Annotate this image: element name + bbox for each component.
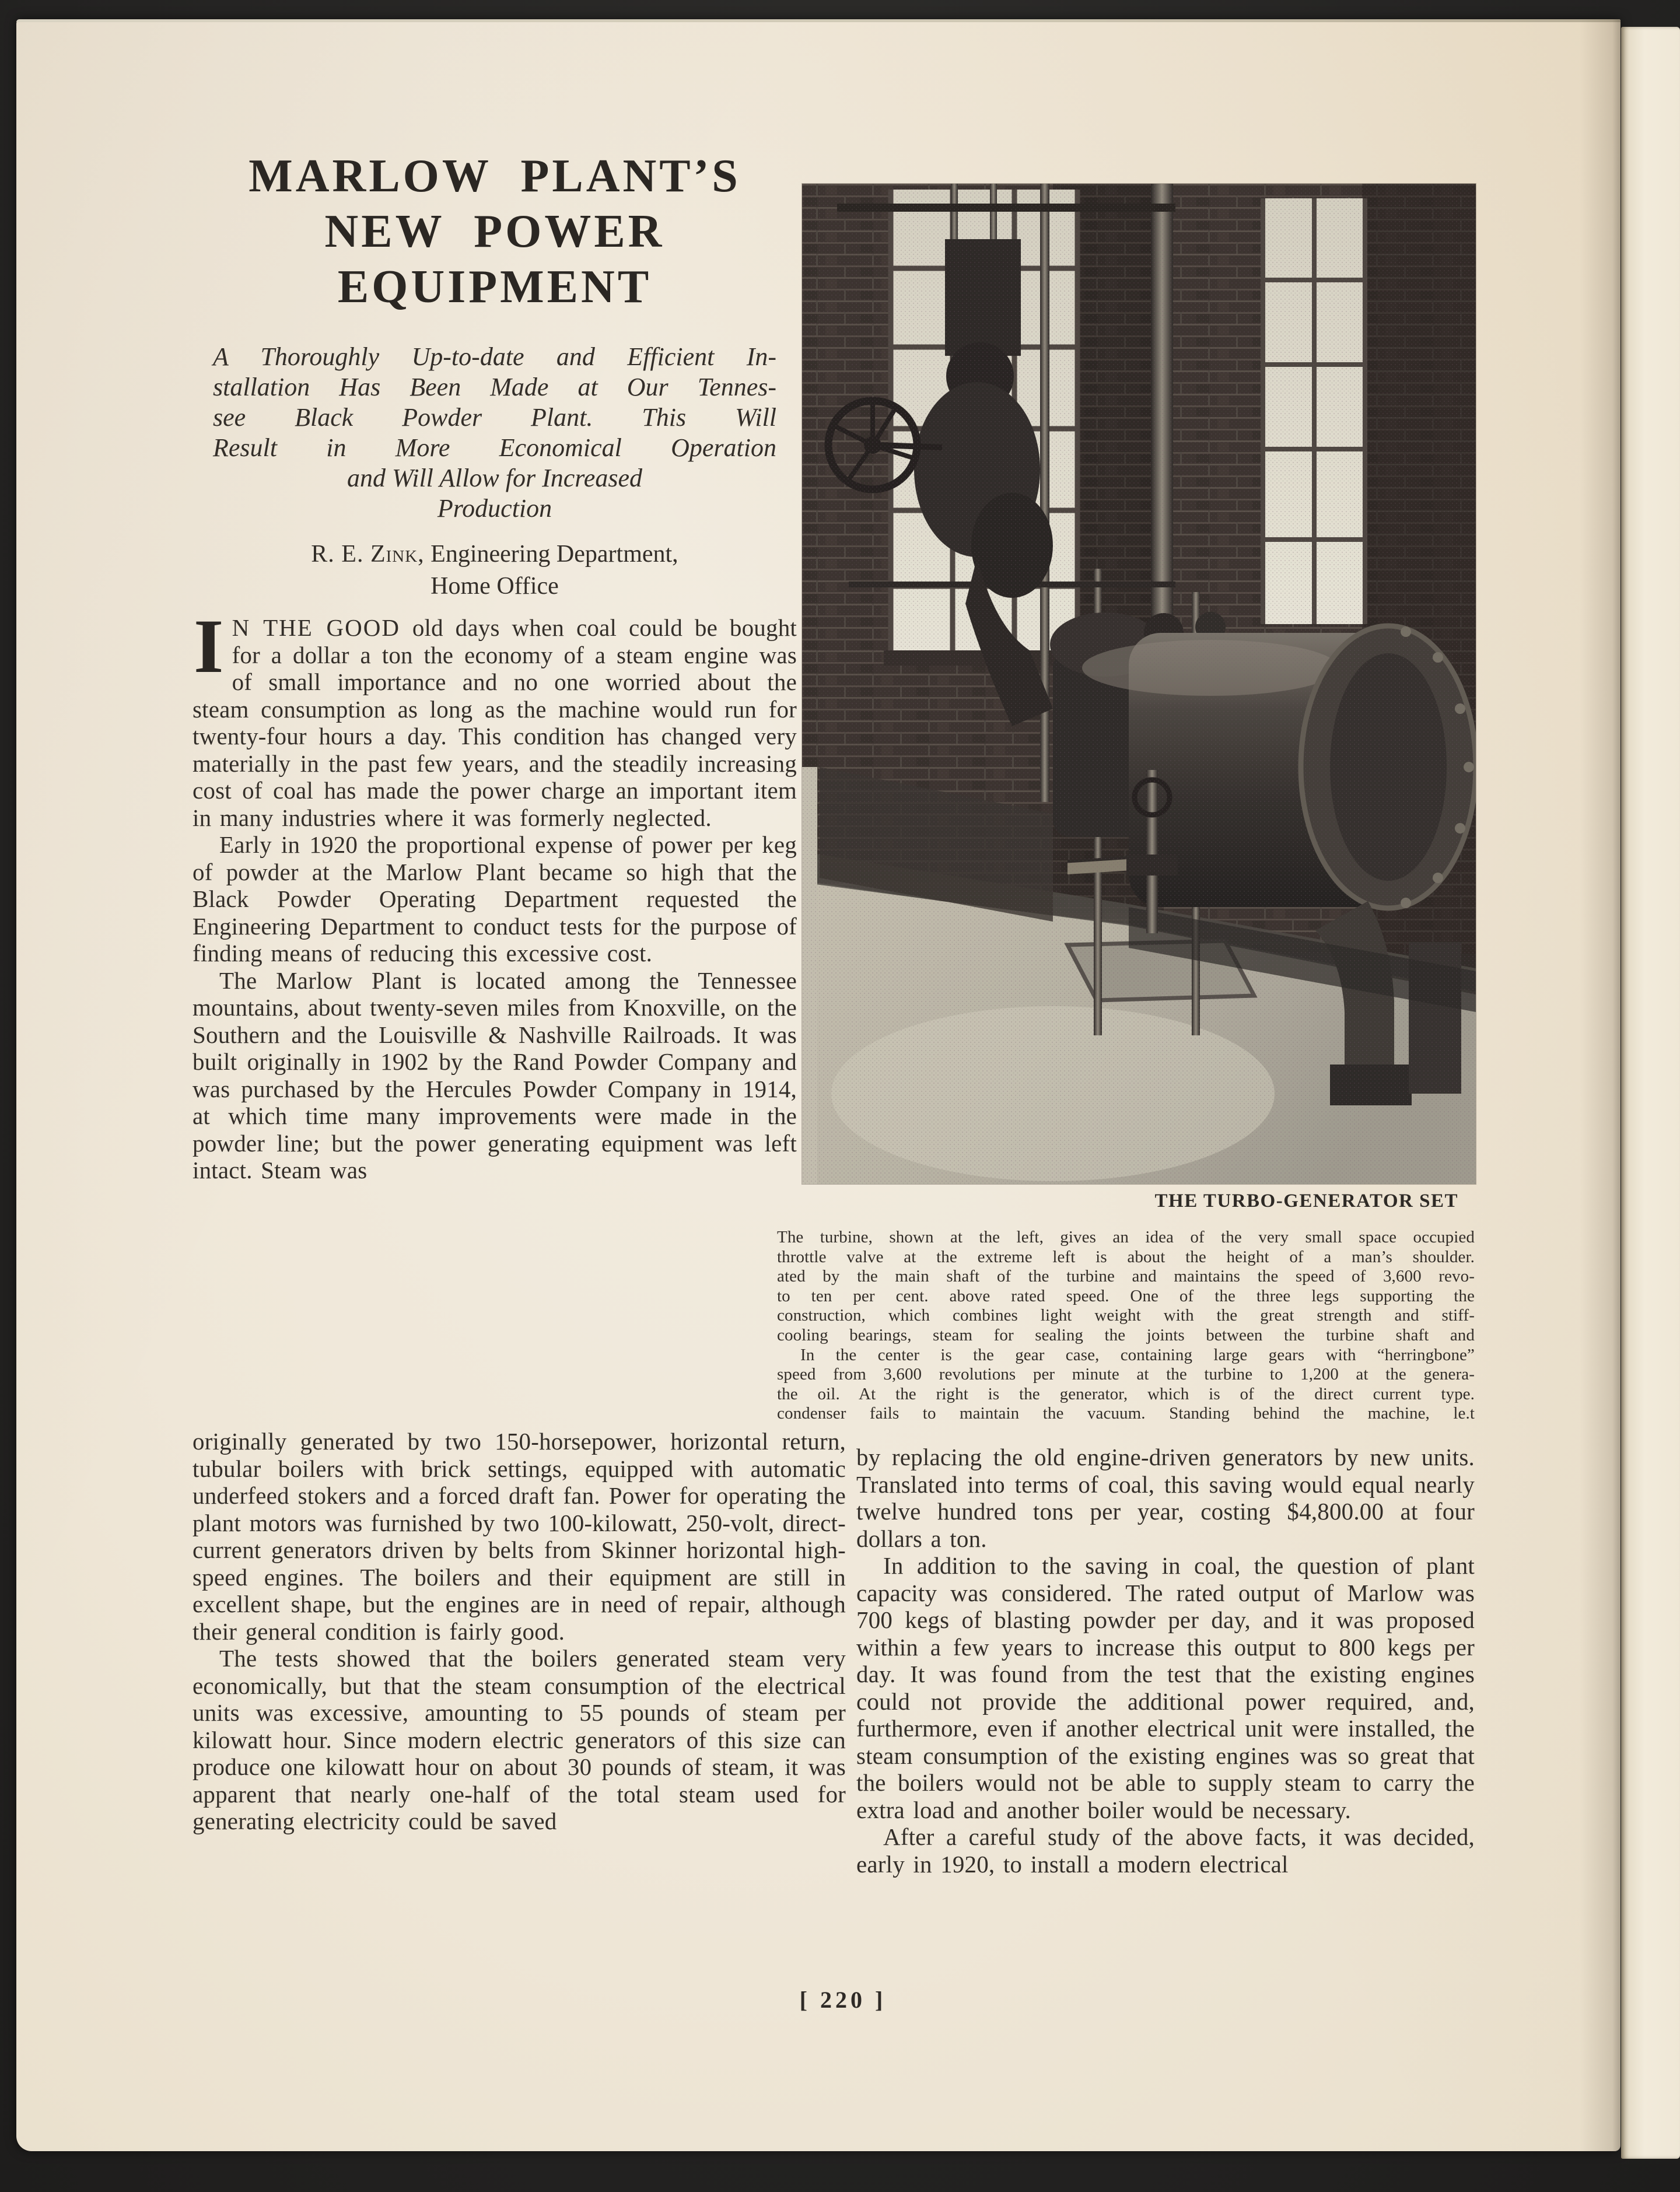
byline-office: Home Office [430, 573, 559, 600]
author-name: R. E. Zink, [311, 541, 425, 568]
paragraph: After a careful study of the above facts, it was decided, early in 1920, to install a modern electrical [856, 1823, 1475, 1878]
byline-author-line [192, 538, 797, 570]
deck-line: see Black Powder Plant. This Will [213, 403, 776, 432]
caption-line: In the center is the gear case, containing large gears with “herringbone” [800, 1345, 1475, 1364]
article-deck [213, 342, 776, 524]
lead-caps: N THE GOOD [232, 614, 400, 641]
deck-line: Result in More Economical Operation [213, 433, 776, 462]
caption-line: the oil. At the right is the generator, which is of the direct current type. [777, 1384, 1475, 1403]
turbo-generator-photo-art [802, 184, 1476, 1184]
column-right [856, 1444, 1475, 1878]
paragraph: Early in 1920 the proportional expense of power per keg of powder at the Marlow Plant became so high that the Black Powder Operating Department requested the Engineering Department to conduct tests for the purpose of finding means of reducing this excessive cost. [192, 831, 797, 967]
paragraph-text: old days when coal could be bought for a dollar a ton the economy of a steam engine was of small importance and no one worried about the steam consumption as long as the machine would run for twenty-four hours a day. This condition has changed very materially in the past few years, and the steadily increasing cost of coal has made the power charge an important item in many industries where it was formerly neglected. [192, 614, 797, 831]
photo-caption [777, 1228, 1475, 1424]
column-left-upper [192, 603, 797, 1184]
author-dept: Engineering Department, [424, 541, 678, 568]
turbo-generator-photo [802, 184, 1476, 1184]
deck-line: stallation Has Been Made at Our Tennes- [213, 373, 776, 401]
paragraph: originally generated by two 150-horsepower, horizontal return, tubular boilers with brick settings, equipped with automatic underfeed stokers and a forced draft fan. Power for operating the plant motors was furnished by two 100-kilowatt, 250-volt, direct-current generators driven by belts from Skinner horizontal high-speed engines. The boilers and their equipment are still in excellent shape, but the engines are in need of repair, although their general condition is fairly good. [192, 1428, 846, 1645]
article-title-line: EQUIPMENT [337, 261, 652, 313]
deck-line: and Will Allow for Increased [347, 464, 642, 492]
photo-tint-overlay [802, 184, 1476, 1184]
paragraph: by replacing the old engine-driven generators by new units. Translated into terms of coal, this saving would equal nearly twelve hundred tons per year, costing $4,800.00 at four dollars a ton. [856, 1444, 1475, 1552]
photo-caption-title: THE TURBO-GENERATOR SET [1154, 1190, 1458, 1211]
magazine-page [16, 19, 1620, 2151]
caption-line: cooling bearings, steam for sealing the joints between the turbine shaft and [777, 1325, 1475, 1344]
deck-line: A Thoroughly Up-to-date and Efficient In- [213, 342, 776, 371]
paragraph: The tests showed that the boilers generated steam very economically, but that the steam consumption of the electrical units was excessive, amounting to 55 pounds of steam per kilowatt hour. Since modern electric generators of this size can produce one kilowatt hour on about 30 pounds of steam, it was apparent that nearly one-half of the total steam used for generating electricity could be saved [192, 1645, 846, 1834]
paragraph: In addition to the saving in coal, the question of plant capacity was considered. The rated output of Marlow was 700 kegs of blasting powder per day, and it was proposed within a few years to increase this output to 800 kegs per day. It was found from the test that the existing engines could not provide the additional power required, and, furthermore, even if another electrical unit were installed, the steam consumption of the existing engines was so great that the boilers would not be able to supply steam to carry the extra load and another boiler would be necessary. [856, 1552, 1475, 1823]
column-left-lower [192, 1428, 846, 1835]
article-title-line: NEW POWER [324, 206, 665, 257]
caption-line: throttle valve at the extreme left is about the height of a man’s shoulder. [777, 1247, 1475, 1266]
caption-line: condenser fails to maintain the vacuum. Standing behind the machine, le.t [777, 1404, 1475, 1423]
caption-line: ated by the main shaft of the turbine and maintains the speed of 3,600 revo- [777, 1267, 1475, 1286]
deck-line: Production [437, 494, 552, 523]
drop-cap: I [194, 603, 224, 689]
caption-line: to ten per cent. above rated speed. One of the three legs supporting the [777, 1286, 1475, 1305]
facing-page-edge [1621, 27, 1680, 2159]
article-title [192, 149, 797, 315]
caption-line: construction, which combines light weight with the great strength and stiff- [777, 1306, 1475, 1325]
paragraph: The Marlow Plant is located among the Tennessee mountains, about twenty-seven miles from Knoxville, on the Southern and the Louisville & Nashville Railroads. It was built originally in 1902 by the Rand Powder Company and was purchased by the Hercules Powder Company in 1914, at which time many improvements were made in the powder line; but the power generating equipment was left intact. Steam was [192, 967, 797, 1183]
article-title-line: MARLOW PLANT’S [249, 150, 741, 202]
caption-line: The turbine, shown at the left, gives an idea of the very small space occupied [777, 1228, 1475, 1246]
page-number: [ 220 ] [799, 1987, 887, 2013]
paragraph [192, 603, 797, 831]
caption-line: speed from 3,600 revolutions per minute at the turbine to 1,200 at the genera- [777, 1365, 1475, 1384]
byline [192, 538, 797, 603]
